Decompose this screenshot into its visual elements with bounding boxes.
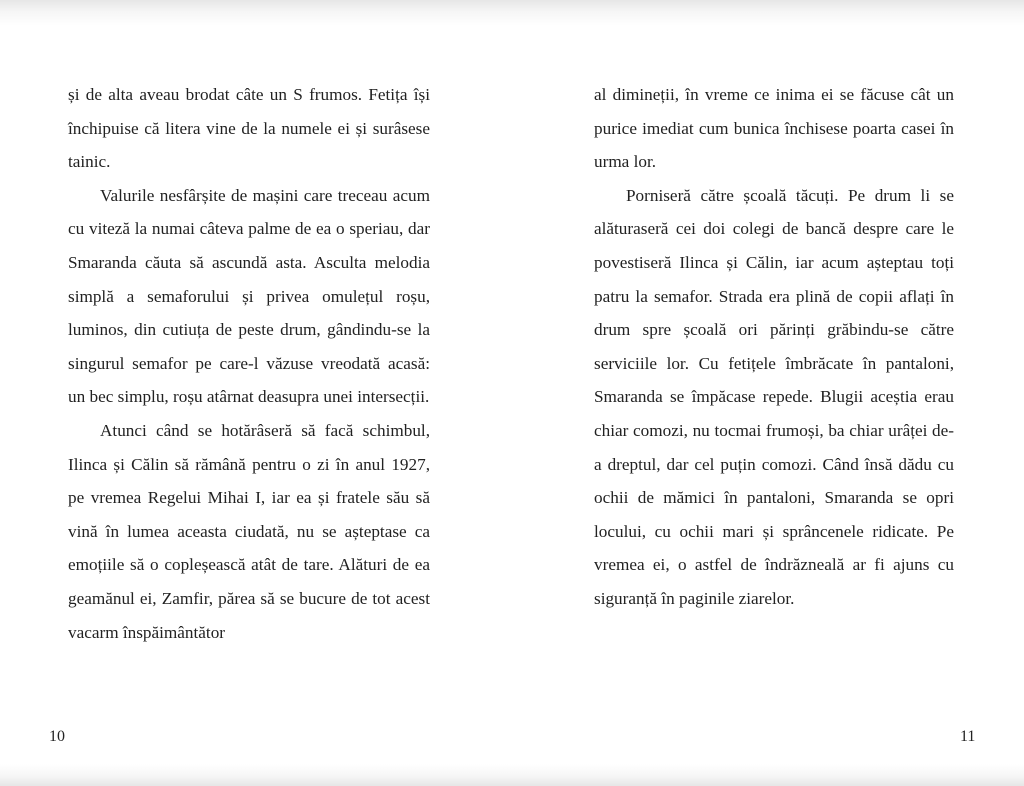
left-paragraph-2: Valurile nesfârșite de mașini care treceau acum cu viteză la numai câteva palme de ea o speriau, dar Smaranda căuta să ascundă asta. Asculta melodia simplă a semaforului și privea omulețul roșu, luminos, din cutiuța de peste drum, gândindu-se la singurul semafor pe care-l văzuse vreodată acasă: un bec simplu, roșu atârnat deasupra unei intersecții.: [68, 185, 430, 407]
right-page-text: [594, 78, 954, 616]
page-bottom-shadow: [0, 764, 1024, 786]
page-number-left: 10: [49, 728, 65, 745]
right-paragraph-2: Porniseră către școală tăcuți. Pe drum li se alăturaseră cei doi colegi de bancă despre care le povestiseră Ilinca și Călin, iar acum așteptau toți patru la semafor. Strada era plină de copii aflați în drum spre școală ori părinți grăbindu-se către serviciile lor. Cu fetițele îmbrăcate în pantaloni, Smaranda se împăcase repede. Blugii aceștia erau chiar comozi, nu tocmai frumoși, ba chiar urâței de-a dreptul, dar cel puțin comozi. Când însă dădu cu ochii de mămici în pantaloni, Smaranda se opri locului, cu ochii mari și sprâncenele ridicate. Pe vremea ei, o astfel de îndrăzneală ar fi ajuns cu siguranță în paginile ziarelor.: [594, 185, 954, 608]
left-page: [68, 78, 430, 649]
left-page-text: [68, 78, 430, 649]
page-number-right: 11: [960, 728, 976, 745]
page-top-shadow: [0, 0, 1024, 26]
left-paragraph-1: și de alta aveau brodat câte un S frumos. Fetița își închipuise că litera vine de la numele ei și surâsese tainic.: [68, 85, 430, 172]
left-paragraph-3: Atunci când se hotărâseră să facă schimbul, Ilinca și Călin să rămână pentru o zi în anul 1927, pe vremea Regelui Mihai I, iar ea și fratele său să vină în lumea aceasta ciudată, nu se așteptase ca emoțiile să o copleșească atât de tare. Alături de ea geamănul ei, Zamfir, părea să se bucure de tot acest vacarm înspăimântător: [68, 420, 430, 642]
right-paragraph-1: al dimineții, în vreme ce inima ei se făcuse cât un purice imediat cum bunica închisese poarta casei în urma lor.: [594, 85, 954, 172]
right-page: [594, 78, 954, 616]
